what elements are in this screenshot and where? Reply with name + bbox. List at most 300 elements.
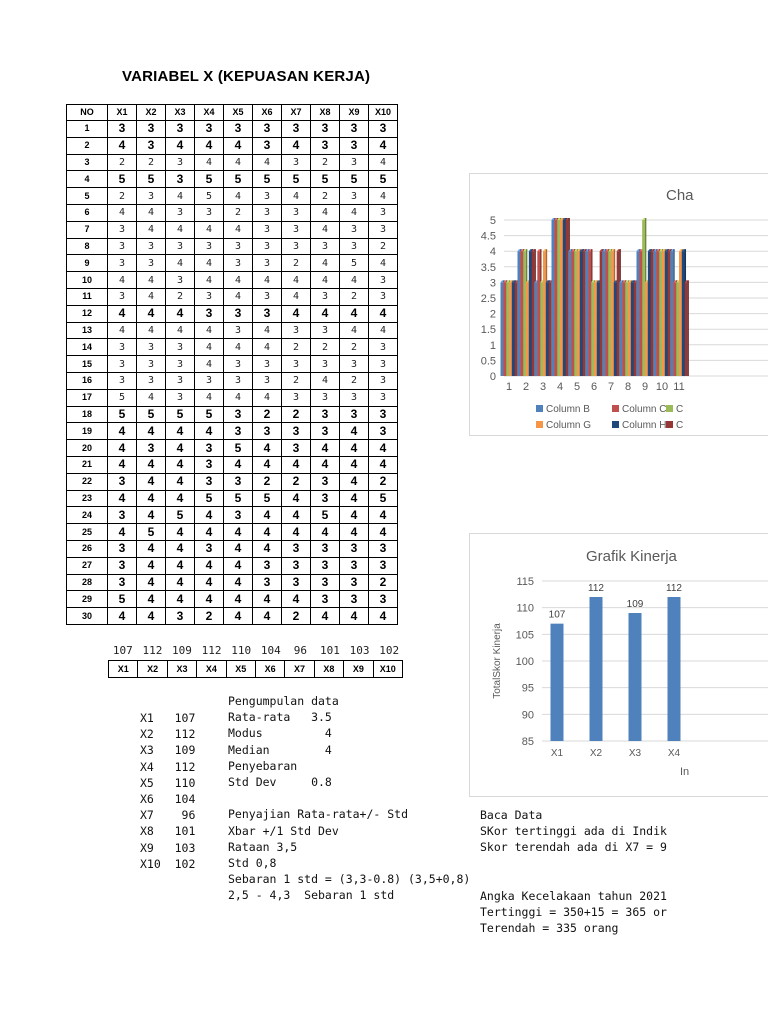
table-header-cell: X4 bbox=[195, 105, 224, 121]
table-cell: 4 bbox=[369, 440, 398, 457]
table-cell: 3 bbox=[195, 372, 224, 389]
table-cell: 3 bbox=[311, 356, 340, 373]
bar bbox=[501, 282, 504, 376]
x-tick-label: 4 bbox=[556, 381, 564, 393]
legend-swatch bbox=[612, 405, 619, 412]
total-list-line: X1 107 bbox=[140, 711, 196, 725]
total-value: 110 bbox=[231, 644, 252, 657]
table-row bbox=[67, 204, 398, 221]
bar bbox=[622, 282, 625, 376]
table-cell: 3 bbox=[108, 557, 137, 574]
table-cell: 4 bbox=[108, 423, 137, 440]
table-cell: 3 bbox=[311, 591, 340, 608]
table-cell: 3 bbox=[195, 540, 224, 557]
bar bbox=[639, 251, 642, 376]
table-cell: 3 bbox=[340, 121, 369, 138]
table-cell: 3 bbox=[282, 238, 311, 255]
table-cell: 4 bbox=[253, 440, 282, 457]
table-cell: 3 bbox=[108, 238, 137, 255]
table-cell: 4 bbox=[166, 188, 195, 205]
y-tick-label: 3.5 bbox=[480, 261, 496, 274]
table-cell: 5 bbox=[224, 490, 253, 507]
table-cell: 5 bbox=[166, 507, 195, 524]
row-number-cell: 6 bbox=[67, 204, 108, 221]
table-header-cell: X5 bbox=[224, 105, 253, 121]
column-chart bbox=[470, 174, 768, 435]
bar bbox=[642, 220, 645, 376]
bar bbox=[537, 251, 540, 376]
table-cell: 3 bbox=[369, 272, 398, 289]
table-cell: 2 bbox=[224, 204, 253, 221]
table-cell: 4 bbox=[282, 591, 311, 608]
table-cell: 3 bbox=[340, 406, 369, 423]
data-label: 112 bbox=[666, 583, 682, 594]
read-data-line: SKor tertinggi ada di Indik bbox=[480, 824, 667, 839]
table-cell: 3 bbox=[224, 372, 253, 389]
stats-line: Sebaran 1 std = (3,3-0.8) (3,5+0,8) bbox=[228, 872, 471, 887]
table-cell: 4 bbox=[253, 524, 282, 541]
table-cell: 4 bbox=[137, 221, 166, 238]
table-cell: 4 bbox=[137, 574, 166, 591]
table-row bbox=[67, 272, 398, 289]
table-cell: 4 bbox=[311, 608, 340, 625]
table-cell: 4 bbox=[195, 137, 224, 154]
table-cell: 4 bbox=[282, 272, 311, 289]
table-header-cell: X6 bbox=[253, 105, 282, 121]
table-cell: 3 bbox=[311, 490, 340, 507]
table-row bbox=[67, 171, 398, 188]
row-number-cell: 15 bbox=[67, 356, 108, 373]
legend-label: C bbox=[676, 404, 684, 415]
bar bbox=[668, 597, 681, 741]
table-cell: 3 bbox=[253, 305, 282, 322]
read-data-line: Terendah = 335 orang bbox=[480, 921, 619, 936]
bar bbox=[520, 251, 523, 376]
table-cell: 5 bbox=[224, 440, 253, 457]
bar bbox=[673, 282, 676, 376]
total-value: 102 bbox=[379, 644, 400, 657]
x-tick-label: X1 bbox=[550, 748, 564, 759]
bar bbox=[611, 251, 614, 376]
table-row bbox=[67, 507, 398, 524]
table-cell: 4 bbox=[195, 255, 224, 272]
table-cell: 4 bbox=[137, 507, 166, 524]
table-cell: 3 bbox=[369, 121, 398, 138]
table-cell: 5 bbox=[195, 490, 224, 507]
table-cell: 4 bbox=[166, 255, 195, 272]
legend-label: Column H bbox=[622, 420, 667, 431]
row-number-cell: 2 bbox=[67, 137, 108, 154]
table-cell: 4 bbox=[108, 322, 137, 339]
table-cell: 4 bbox=[224, 608, 253, 625]
table-cell: 4 bbox=[282, 137, 311, 154]
x-tick-label: 9 bbox=[641, 381, 649, 393]
total-value: 112 bbox=[142, 644, 163, 657]
table-cell: 4 bbox=[195, 221, 224, 238]
table-cell: 4 bbox=[340, 305, 369, 322]
read-data-line: Tertinggi = 350+15 = 365 or bbox=[480, 905, 667, 920]
table-cell: 5 bbox=[195, 171, 224, 188]
legend-label: Column C bbox=[622, 404, 667, 415]
y-tick-label: 95 bbox=[521, 682, 534, 695]
footer-header-cell: X8 bbox=[314, 661, 343, 678]
table-cell: 2 bbox=[166, 288, 195, 305]
y-tick-label: 5 bbox=[489, 215, 496, 227]
stats-notes bbox=[228, 693, 470, 904]
table-cell: 4 bbox=[108, 456, 137, 473]
totals-list bbox=[140, 710, 195, 872]
table-cell: 4 bbox=[195, 356, 224, 373]
bar bbox=[668, 251, 671, 376]
table-cell: 3 bbox=[311, 137, 340, 154]
table-cell: 4 bbox=[195, 557, 224, 574]
table-cell: 3 bbox=[253, 288, 282, 305]
bar bbox=[549, 282, 552, 376]
table-cell: 3 bbox=[224, 406, 253, 423]
table-cell: 4 bbox=[137, 557, 166, 574]
table-cell: 4 bbox=[282, 288, 311, 305]
table-row bbox=[67, 540, 398, 557]
bar bbox=[552, 220, 555, 376]
table-cell: 4 bbox=[195, 574, 224, 591]
table-cell: 2 bbox=[311, 339, 340, 356]
y-axis-label: TotalSkor Kinerja bbox=[492, 623, 503, 699]
table-cell: 3 bbox=[137, 339, 166, 356]
data-table bbox=[66, 104, 398, 625]
table-cell: 3 bbox=[224, 305, 253, 322]
table-cell: 4 bbox=[340, 423, 369, 440]
table-cell: 4 bbox=[224, 540, 253, 557]
table-cell: 4 bbox=[166, 322, 195, 339]
table-row bbox=[67, 557, 398, 574]
table-cell: 4 bbox=[224, 456, 253, 473]
table-cell: 5 bbox=[340, 255, 369, 272]
footer-header-cell: X3 bbox=[167, 661, 196, 678]
bar bbox=[551, 624, 564, 741]
table-cell: 3 bbox=[369, 591, 398, 608]
table-row bbox=[67, 188, 398, 205]
read-data-line bbox=[480, 872, 667, 888]
table-cell: 3 bbox=[340, 154, 369, 171]
table-header-cell: X10 bbox=[369, 105, 398, 121]
table-cell: 3 bbox=[282, 440, 311, 457]
bar bbox=[506, 282, 509, 376]
table-cell: 5 bbox=[108, 406, 137, 423]
footer-header-cell: X4 bbox=[197, 661, 226, 678]
table-cell: 4 bbox=[311, 372, 340, 389]
table-cell: 3 bbox=[224, 473, 253, 490]
table-cell: 5 bbox=[195, 188, 224, 205]
x-tick-label: 7 bbox=[607, 381, 615, 393]
table-cell: 4 bbox=[369, 322, 398, 339]
table-row bbox=[67, 356, 398, 373]
table-row bbox=[67, 423, 398, 440]
bar bbox=[651, 251, 654, 376]
table-cell: 4 bbox=[224, 272, 253, 289]
table-cell: 3 bbox=[369, 557, 398, 574]
stats-line bbox=[228, 790, 470, 806]
total-list-line: X5 110 bbox=[140, 775, 196, 790]
table-cell: 3 bbox=[282, 356, 311, 373]
table-cell: 3 bbox=[311, 574, 340, 591]
table-cell: 3 bbox=[282, 540, 311, 557]
table-row bbox=[67, 137, 398, 154]
row-number-cell: 21 bbox=[67, 456, 108, 473]
x-tick-label: X3 bbox=[628, 748, 642, 759]
bar bbox=[571, 251, 574, 376]
table-cell: 3 bbox=[253, 221, 282, 238]
table-cell: 4 bbox=[137, 272, 166, 289]
table-cell: 3 bbox=[340, 557, 369, 574]
table-header-cell: NO bbox=[67, 105, 108, 121]
table-cell: 3 bbox=[166, 272, 195, 289]
legend-swatch bbox=[666, 405, 673, 412]
stats-line: Pengumpulan data bbox=[228, 694, 339, 708]
table-cell: 4 bbox=[137, 473, 166, 490]
table-cell: 3 bbox=[369, 356, 398, 373]
table-cell: 4 bbox=[166, 305, 195, 322]
bar bbox=[526, 282, 529, 376]
table-cell: 3 bbox=[282, 121, 311, 138]
read-data-line bbox=[480, 856, 667, 872]
table-cell: 3 bbox=[108, 507, 137, 524]
table-cell: 4 bbox=[137, 540, 166, 557]
table-header-cell: X9 bbox=[340, 105, 369, 121]
chart-title: Grafik Kinerja bbox=[586, 548, 677, 565]
total-list-line: X6 104 bbox=[140, 792, 196, 807]
table-cell: 4 bbox=[282, 490, 311, 507]
row-number-cell: 10 bbox=[67, 272, 108, 289]
table-cell: 3 bbox=[282, 204, 311, 221]
row-number-cell: 30 bbox=[67, 608, 108, 625]
read-data-line: Angka Kecelakaan tahun 2021 bbox=[480, 889, 667, 904]
table-cell: 4 bbox=[253, 339, 282, 356]
table-cell: 3 bbox=[195, 204, 224, 221]
x-tick-label: X4 bbox=[667, 748, 681, 759]
table-cell: 4 bbox=[195, 389, 224, 406]
data-label: 107 bbox=[548, 609, 566, 621]
table-cell: 3 bbox=[369, 540, 398, 557]
table-cell: 4 bbox=[224, 137, 253, 154]
row-number-cell: 18 bbox=[67, 406, 108, 423]
table-cell: 4 bbox=[282, 507, 311, 524]
read-data-line: Skor terendah ada di X7 = 9 bbox=[480, 840, 667, 855]
table-cell: 3 bbox=[369, 423, 398, 440]
table-cell: 2 bbox=[340, 288, 369, 305]
bar bbox=[557, 220, 560, 376]
table-cell: 3 bbox=[282, 574, 311, 591]
stats-line: Xbar +/1 Std Dev bbox=[228, 823, 339, 838]
table-cell: 2 bbox=[282, 608, 311, 625]
table-cell: 4 bbox=[253, 540, 282, 557]
bar bbox=[645, 282, 648, 376]
data-label: 109 bbox=[626, 599, 644, 610]
row-number-cell: 19 bbox=[67, 423, 108, 440]
table-cell: 4 bbox=[195, 322, 224, 339]
table-cell: 3 bbox=[311, 322, 340, 339]
table-cell: 4 bbox=[282, 456, 311, 473]
row-number-cell: 27 bbox=[67, 557, 108, 574]
bar bbox=[648, 251, 651, 376]
table-cell: 4 bbox=[369, 507, 398, 524]
table-cell: 3 bbox=[253, 255, 282, 272]
table-cell: 5 bbox=[253, 490, 282, 507]
bar bbox=[546, 282, 549, 376]
table-cell: 4 bbox=[224, 591, 253, 608]
table-row bbox=[67, 608, 398, 625]
y-tick-label: 90 bbox=[521, 709, 534, 722]
table-cell: 4 bbox=[108, 524, 137, 541]
table-cell: 4 bbox=[369, 305, 398, 322]
total-list-line: X3 109 bbox=[140, 743, 196, 758]
table-cell: 3 bbox=[369, 221, 398, 238]
table-cell: 4 bbox=[166, 540, 195, 557]
table-cell: 3 bbox=[166, 608, 195, 625]
table-cell: 4 bbox=[166, 473, 195, 490]
table-cell: 3 bbox=[195, 456, 224, 473]
total-list-line: X8 101 bbox=[140, 824, 196, 839]
table-cell: 3 bbox=[166, 204, 195, 221]
bar bbox=[656, 251, 659, 376]
table-cell: 3 bbox=[340, 238, 369, 255]
row-number-cell: 24 bbox=[67, 507, 108, 524]
table-cell: 3 bbox=[311, 288, 340, 305]
table-cell: 2 bbox=[253, 473, 282, 490]
table-cell: 2 bbox=[108, 154, 137, 171]
bar bbox=[590, 597, 603, 741]
table-cell: 4 bbox=[108, 440, 137, 457]
table-cell: 4 bbox=[137, 456, 166, 473]
total-value: 112 bbox=[201, 644, 222, 657]
bar bbox=[586, 251, 589, 376]
table-cell: 2 bbox=[311, 188, 340, 205]
table-cell: 3 bbox=[137, 121, 166, 138]
table-row bbox=[67, 339, 398, 356]
table-cell: 3 bbox=[253, 423, 282, 440]
table-cell: 3 bbox=[137, 188, 166, 205]
table-row bbox=[67, 389, 398, 406]
table-cell: 2 bbox=[137, 154, 166, 171]
table-cell: 3 bbox=[195, 238, 224, 255]
table-cell: 4 bbox=[224, 339, 253, 356]
total-list-line: X9 103 bbox=[140, 840, 196, 855]
table-cell: 4 bbox=[253, 591, 282, 608]
row-number-cell: 3 bbox=[67, 154, 108, 171]
row-number-cell: 11 bbox=[67, 288, 108, 305]
bar bbox=[515, 282, 518, 376]
bar bbox=[637, 251, 640, 376]
table-cell: 4 bbox=[253, 389, 282, 406]
table-cell: 4 bbox=[166, 440, 195, 457]
table-cell: 2 bbox=[108, 188, 137, 205]
bar bbox=[518, 251, 521, 376]
table-cell: 4 bbox=[224, 288, 253, 305]
table-cell: 4 bbox=[108, 305, 137, 322]
table-cell: 3 bbox=[282, 389, 311, 406]
table-cell: 3 bbox=[253, 204, 282, 221]
table-cell: 3 bbox=[137, 238, 166, 255]
table-cell: 2 bbox=[195, 608, 224, 625]
y-tick-label: 3 bbox=[489, 277, 496, 290]
table-cell: 4 bbox=[369, 608, 398, 625]
bar bbox=[540, 282, 543, 376]
table-cell: 3 bbox=[311, 121, 340, 138]
bar-side bbox=[687, 280, 689, 376]
x-axis-label: In bbox=[680, 766, 690, 778]
y-tick-label: 85 bbox=[521, 736, 534, 748]
table-cell: 2 bbox=[282, 339, 311, 356]
bar bbox=[591, 282, 594, 376]
table-cell: 5 bbox=[369, 171, 398, 188]
table-cell: 3 bbox=[311, 557, 340, 574]
table-cell: 4 bbox=[311, 440, 340, 457]
row-number-cell: 7 bbox=[67, 221, 108, 238]
bar bbox=[628, 282, 631, 376]
table-cell: 4 bbox=[282, 305, 311, 322]
table-cell: 3 bbox=[108, 372, 137, 389]
table-cell: 3 bbox=[282, 221, 311, 238]
row-number-cell: 29 bbox=[67, 591, 108, 608]
table-cell: 4 bbox=[166, 137, 195, 154]
table-cell: 3 bbox=[108, 574, 137, 591]
table-cell: 3 bbox=[108, 339, 137, 356]
table-cell: 4 bbox=[253, 272, 282, 289]
table-cell: 4 bbox=[253, 322, 282, 339]
table-cell: 3 bbox=[166, 339, 195, 356]
table-cell: 3 bbox=[282, 557, 311, 574]
data-label: 112 bbox=[588, 583, 604, 594]
footer-header-cell: X10 bbox=[373, 661, 402, 678]
table-row bbox=[67, 524, 398, 541]
table-cell: 2 bbox=[282, 406, 311, 423]
bar bbox=[682, 251, 685, 376]
bar bbox=[577, 251, 580, 376]
table-cell: 4 bbox=[340, 322, 369, 339]
table-header-cell: X8 bbox=[311, 105, 340, 121]
table-cell: 3 bbox=[108, 221, 137, 238]
row-number-cell: 1 bbox=[67, 121, 108, 138]
total-list-line: X4 112 bbox=[140, 759, 196, 774]
table-cell: 3 bbox=[253, 557, 282, 574]
table-cell: 3 bbox=[195, 121, 224, 138]
table-row bbox=[67, 238, 398, 255]
total-value: 101 bbox=[320, 644, 340, 657]
table-cell: 2 bbox=[340, 339, 369, 356]
table-cell: 4 bbox=[340, 490, 369, 507]
table-cell: 3 bbox=[224, 121, 253, 138]
y-tick-label: 100 bbox=[515, 656, 534, 668]
page-title: VARIABEL X (KEPUASAN KERJA) bbox=[122, 68, 371, 85]
row-number-cell: 23 bbox=[67, 490, 108, 507]
y-tick-label: 2 bbox=[489, 308, 496, 321]
table-cell: 4 bbox=[311, 305, 340, 322]
table-cell: 4 bbox=[340, 473, 369, 490]
table-cell: 4 bbox=[166, 524, 195, 541]
table-cell: 4 bbox=[108, 137, 137, 154]
table-cell: 5 bbox=[282, 171, 311, 188]
bar bbox=[503, 282, 506, 376]
table-cell: 4 bbox=[311, 255, 340, 272]
x-tick-label: 5 bbox=[573, 381, 581, 393]
row-number-cell: 17 bbox=[67, 389, 108, 406]
legend-swatch bbox=[666, 421, 673, 428]
stats-line: Median 4 bbox=[228, 742, 332, 757]
bar bbox=[614, 282, 617, 376]
table-cell: 3 bbox=[166, 238, 195, 255]
y-tick-label: 1 bbox=[489, 339, 496, 352]
table-cell: 3 bbox=[137, 440, 166, 457]
legend-swatch bbox=[612, 421, 619, 428]
